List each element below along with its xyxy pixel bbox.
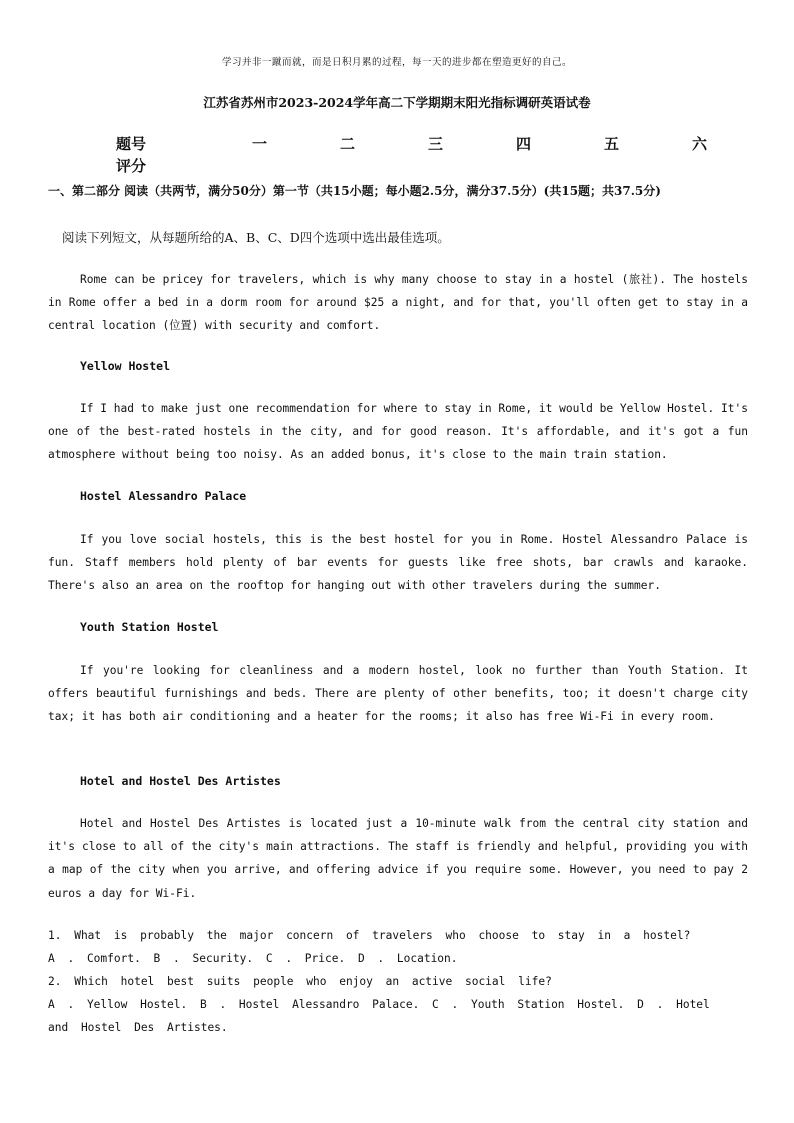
question-2 bbox=[48, 970, 728, 1039]
question-1-stem: 1. What is probably the major concern of travelers who choose to stay in a hostel? bbox=[48, 929, 691, 942]
passage-intro-text: Rome can be pricey for travelers, which is why many choose to stay in a hostel (旅社). The hostels in Rome offer a bed in a dorm room for around $25 a night, and for that, you'll often get to stay in a central location (位置) with security and comfort. bbox=[48, 273, 748, 333]
section-text-youth-station: If you're looking for cleanliness and a modern hostel, look no further than Youth Station. It offers beautiful furnishings and beds. There are plenty of other benefits, too; it doesn't charge city tax; it has both air conditioning and a heater for the rooms; it also has free Wi-Fi in every room. bbox=[48, 664, 748, 724]
column-6: 六 bbox=[692, 135, 708, 153]
question-1 bbox=[48, 924, 728, 970]
column-1: 一 bbox=[252, 135, 268, 153]
score-table-header-row bbox=[116, 133, 716, 155]
question-number-label: 题号 bbox=[116, 135, 147, 153]
score-table bbox=[116, 133, 716, 177]
question-2-options: A . Yellow Hostel. B . Hostel Alessandro Palace. C . Youth Station Hostel. D . Hotel and Hostel Des Artistes. bbox=[48, 998, 710, 1034]
score-label: 评分 bbox=[116, 157, 147, 175]
section-text-yellow-hostel: If I had to make just one recommendation for where to stay in Rome, it would be Yellow Hostel. It's one of the best-rated hostels in the city, and for good reason. It's affordable, and it's got a fun atmosphere without being too noisy. As an added bonus, it's close to the main train station. bbox=[48, 402, 748, 462]
question-1-options: A . Comfort. B . Security. C . Price. D . Location. bbox=[48, 952, 458, 965]
motto-header: 学习并非一蹴而就，而是日积月累的过程，每一天的进步都在塑造更好的自己。 bbox=[221, 57, 572, 68]
passage-intro bbox=[48, 268, 748, 338]
column-4: 四 bbox=[516, 135, 532, 153]
instruction: 阅读下列短文，从每题所给的A、B、C、D四个选项中选出最佳选项。 bbox=[62, 230, 450, 245]
section-text-alessandro: If you love social hostels, this is the best hostel for you in Rome. Hostel Alessandro Palace is fun. Staff members hold plenty of bar events for guests like free shots, bar crawls and karaoke. There's also an area on the rooftop for hanging out with other travelers during the summer. bbox=[48, 533, 748, 593]
section-heading-des-artistes: Hotel and Hostel Des Artistes bbox=[80, 774, 281, 788]
section-text-des-artistes: Hotel and Hostel Des Artistes is located just a 10-minute walk from the central city station and it's close to all of the city's main attractions. The staff is friendly and helpful, providing you with a map of the city when you arrive, and offering advice if you require some. However, you need to pay 2 euros a day for Wi-Fi. bbox=[48, 817, 748, 900]
section-heading-youth-station: Youth Station Hostel bbox=[80, 620, 219, 634]
question-2-stem: 2. Which hotel best suits people who enjoy an active social life? bbox=[48, 975, 552, 988]
column-5: 五 bbox=[604, 135, 620, 153]
column-2: 二 bbox=[340, 135, 356, 153]
exam-title: 江苏省苏州市2023-2024学年高二下学期期末阳光指标调研英语试卷 bbox=[203, 95, 591, 110]
column-3: 三 bbox=[428, 135, 444, 153]
section-heading-yellow-hostel: Yellow Hostel bbox=[80, 359, 171, 373]
section-heading: 一、第二部分 阅读（共两节，满分50分）第一节（共15小题；每小题2.5分，满分37.5分）(共15题；共37.5分) bbox=[48, 184, 661, 198]
section-heading-alessandro: Hostel Alessandro Palace bbox=[80, 489, 247, 503]
score-table-score-row bbox=[116, 155, 716, 177]
